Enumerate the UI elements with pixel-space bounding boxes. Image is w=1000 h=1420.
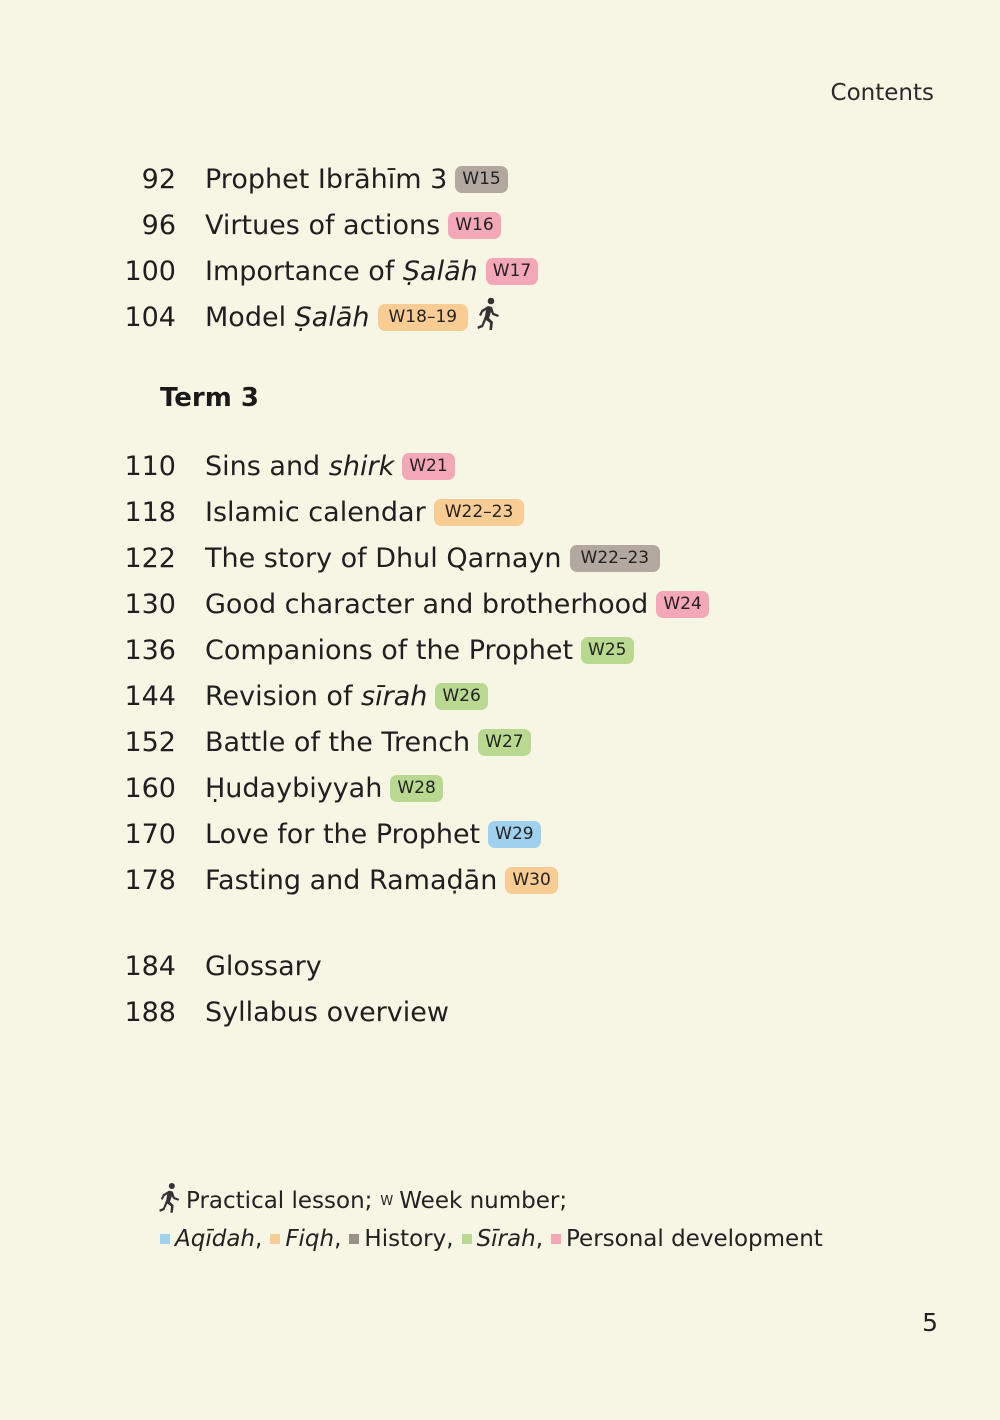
toc-entry[interactable] <box>0 538 660 578</box>
entry-title-plain: Model <box>205 301 295 333</box>
entry-title: Islamic calendar <box>205 496 426 528</box>
week-badge: W24 <box>656 591 708 618</box>
week-badge: W22–23 <box>434 499 525 526</box>
entry-title <box>205 681 427 712</box>
page-number: 5 <box>922 1308 938 1337</box>
entry-page-number: 104 <box>124 301 176 333</box>
week-badge: W21 <box>402 453 454 480</box>
entry-page-number: 170 <box>124 818 176 850</box>
history-swatch <box>349 1234 359 1244</box>
entry-title: Syllabus overview <box>205 996 449 1028</box>
week-badge: W16 <box>448 212 500 239</box>
entry-page-number: 118 <box>124 496 176 528</box>
entry-title-italic: sīrah <box>361 680 428 712</box>
entry-title-italic: Ṣalāh <box>402 255 478 287</box>
toc-entry[interactable] <box>0 297 502 337</box>
entry-page-number: 110 <box>124 450 176 482</box>
entry-page-number: 96 <box>141 209 176 241</box>
toc-entry[interactable] <box>0 946 322 986</box>
entry-title <box>205 451 394 482</box>
week-badge: W18–19 <box>378 304 469 331</box>
legend-w-marker: W <box>380 1193 394 1209</box>
week-badge: W30 <box>505 867 557 894</box>
entry-title: The story of Dhul Qarnayn <box>205 542 562 574</box>
legend-line-2 <box>158 1226 823 1252</box>
toc-entry[interactable] <box>0 992 449 1032</box>
entry-title-plain: Revision of <box>205 680 362 712</box>
entry-title-italic: shirk <box>328 450 395 482</box>
legend-comma: , <box>255 1226 263 1252</box>
legend-comma: , <box>446 1226 454 1252</box>
toc-entry[interactable] <box>0 630 634 670</box>
legend-personal-development: Personal development <box>566 1226 823 1252</box>
entry-title <box>205 302 370 333</box>
week-badge: W29 <box>488 821 540 848</box>
legend-comma: , <box>334 1226 342 1252</box>
week-badge: W25 <box>581 637 633 664</box>
entry-title: Battle of the Trench <box>205 726 471 758</box>
entry-title: Fasting and Ramaḍān <box>205 864 498 896</box>
toc-entry[interactable] <box>0 814 541 854</box>
running-person-icon <box>476 297 502 338</box>
entry-page-number: 178 <box>124 864 176 896</box>
entry-title: Companions of the Prophet <box>205 634 574 666</box>
sirah-swatch <box>462 1234 472 1244</box>
personal-development-swatch <box>551 1234 561 1244</box>
entry-title: Ḥudaybiyyah <box>205 772 383 804</box>
week-badge: W26 <box>435 683 487 710</box>
week-badge: W22–23 <box>570 545 661 572</box>
entry-title: Love for the Prophet <box>205 818 481 850</box>
legend-sirah: Sīrah <box>476 1226 536 1252</box>
entry-page-number: 184 <box>124 950 176 982</box>
toc-entry[interactable] <box>0 446 455 486</box>
legend-comma: , <box>535 1226 543 1252</box>
entry-page-number: 144 <box>124 680 176 712</box>
toc-entry[interactable] <box>0 205 501 245</box>
toc-entry[interactable] <box>0 251 538 291</box>
entry-title: Prophet Ibrāhīm 3 <box>205 163 448 195</box>
entry-page-number: 188 <box>124 996 176 1028</box>
entry-page-number: 160 <box>124 772 176 804</box>
fiqh-swatch <box>270 1234 280 1244</box>
legend-week: Week number; <box>399 1188 568 1214</box>
running-person-icon <box>158 1182 182 1220</box>
toc-entry[interactable] <box>0 768 443 808</box>
legend-fiqh: Fiqh <box>285 1226 335 1252</box>
term-heading: Term 3 <box>160 383 259 413</box>
entry-page-number: 100 <box>124 255 176 287</box>
legend-aqidah: Aqīdah <box>175 1226 255 1252</box>
entry-title <box>205 256 478 287</box>
week-badge: W27 <box>478 729 530 756</box>
aqidah-swatch <box>160 1234 170 1244</box>
entry-page-number: 152 <box>124 726 176 758</box>
entry-page-number: 122 <box>124 542 176 574</box>
entry-title-plain: Importance of <box>205 255 403 287</box>
week-badge: W15 <box>455 166 507 193</box>
entry-page-number: 92 <box>141 163 176 195</box>
legend-practical: Practical lesson; <box>186 1188 373 1214</box>
toc-entry[interactable] <box>0 676 488 716</box>
entry-title: Virtues of actions <box>205 209 441 241</box>
toc-entry[interactable] <box>0 860 558 900</box>
entry-title-italic: Ṣalāh <box>294 301 370 333</box>
entry-title: Good character and brotherhood <box>205 588 649 620</box>
toc-entry[interactable] <box>0 492 524 532</box>
week-badge: W17 <box>486 258 538 285</box>
toc-entry[interactable] <box>0 584 709 624</box>
toc-entry[interactable] <box>0 722 531 762</box>
entry-title: Glossary <box>205 950 322 982</box>
legend-line-1 <box>158 1182 567 1220</box>
entry-page-number: 130 <box>124 588 176 620</box>
legend-history: History <box>364 1226 447 1252</box>
week-badge: W28 <box>390 775 442 802</box>
running-header: Contents <box>830 80 934 106</box>
entry-page-number: 136 <box>124 634 176 666</box>
entry-title-plain: Sins and <box>205 450 329 482</box>
toc-entry[interactable] <box>0 159 508 199</box>
